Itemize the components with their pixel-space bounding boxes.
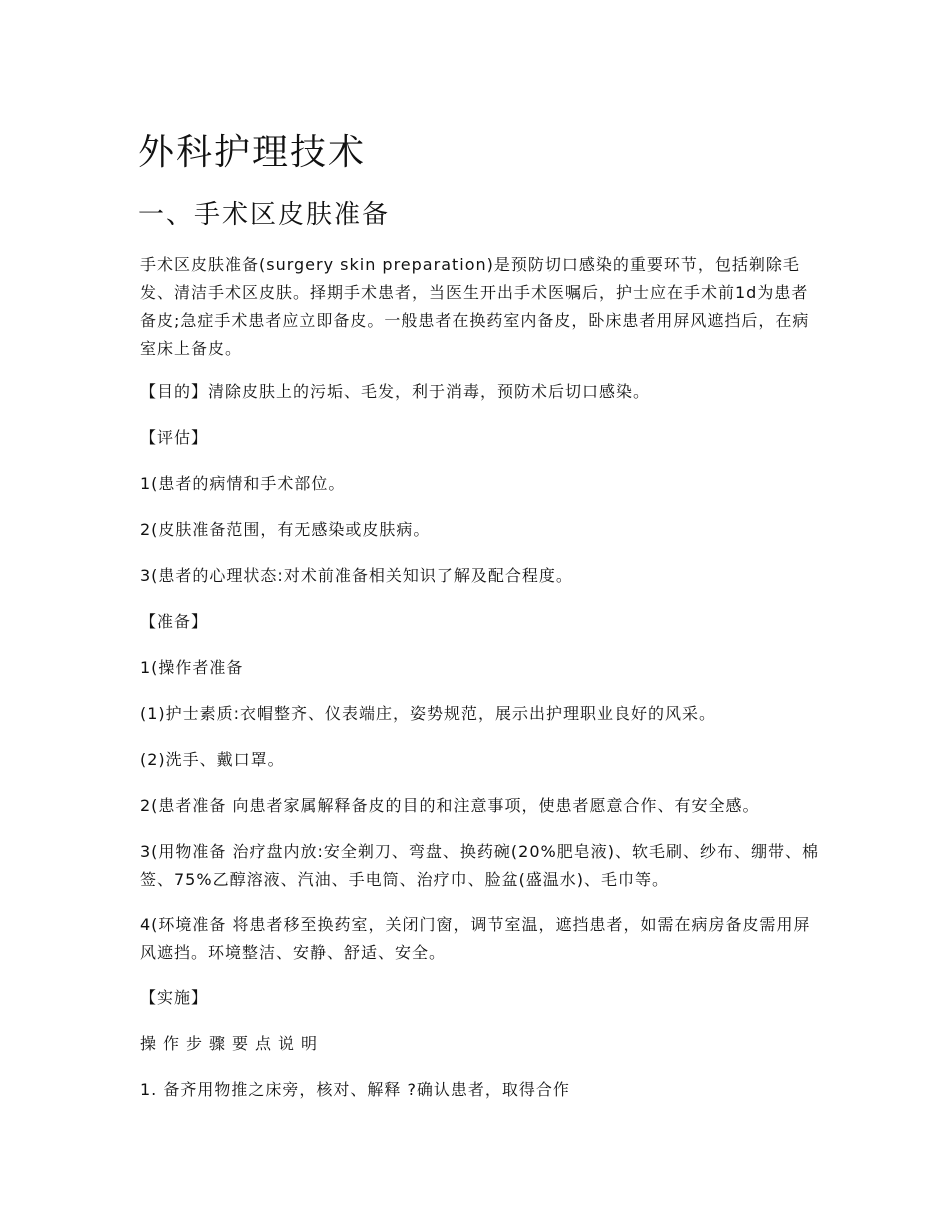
assessment-item-3: 3(患者的心理状态:对术前准备相关知识了解及配合程度。 bbox=[140, 566, 573, 585]
assessment-item-1: 1(患者的病情和手术部位。 bbox=[140, 474, 346, 493]
prep-item-1-1: (1)护士素质:衣帽整齐、仪表端庄，姿势规范，展示出护理职业良好的风采。 bbox=[140, 704, 717, 723]
prep-item-3: 3(用物准备 治疗盘内放:安全剃刀、弯盘、换药碗(20%肥皂液)、软毛刷、纱布、绷带、棉签、75%乙醇溶液、汽油、手电筒、治疗巾、脸盆(盛温水)、毛巾等。 bbox=[140, 842, 819, 889]
prep-item-1-2: (2)洗手、戴口罩。 bbox=[140, 750, 285, 769]
document-title: 外科护理技术 bbox=[138, 132, 367, 173]
assessment-item-2: 2(皮肤准备范围，有无感染或皮肤病。 bbox=[140, 520, 431, 539]
preparation-label: 【准备】 bbox=[140, 612, 209, 631]
prep-item-2: 2(患者准备 向患者家属解释备皮的目的和注意事项，使患者愿意合作、有安全感。 bbox=[140, 796, 760, 815]
assessment-label: 【评估】 bbox=[140, 428, 209, 447]
prep-item-4: 4(环境准备 将患者移至换药室，关闭门窗，调节室温，遮挡患者，如需在病房备皮需用屏风遮挡。环境整洁、安静、舒适、安全。 bbox=[140, 915, 811, 962]
step-row-1: 1. 备齐用物推之床旁，核对、解释 ?确认患者，取得合作 bbox=[140, 1080, 570, 1099]
section-heading: 一、手术区皮肤准备 bbox=[138, 200, 391, 230]
implementation-label: 【实施】 bbox=[140, 988, 209, 1007]
prep-item-1: 1(操作者准备 bbox=[140, 658, 244, 677]
table-header-row: 操作步骤要点说明 bbox=[140, 1034, 325, 1053]
intro-paragraph: 手术区皮肤准备(surgery skin preparation)是预防切口感染的重要环节，包括剃除毛发、清洁手术区皮肤。择期手术患者，当医生开出手术医嘱后，护士应在手术前1d为患者备皮;急症手术患者应立即备皮。一般患者在换药室内备皮，卧床患者用屏风遮挡后，在病室床上备皮。 bbox=[140, 255, 810, 358]
purpose-paragraph: 【目的】清除皮肤上的污垢、毛发，利于消毒，预防术后切口感染。 bbox=[140, 382, 651, 401]
